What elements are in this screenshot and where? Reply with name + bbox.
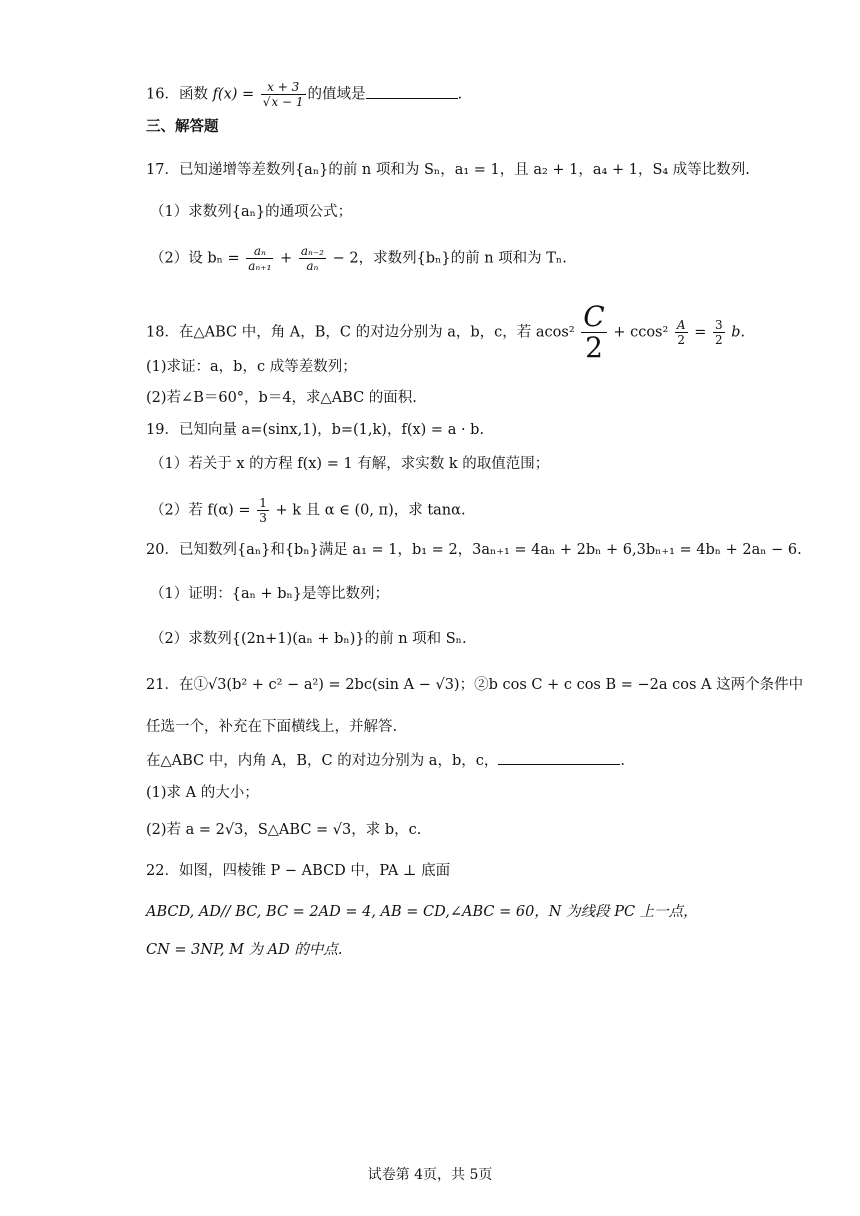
- q22-line-2: ABCD, AD// BC, BC = 2AD = 4, AB = CD,∠ABC = 60，N 为线段 PC 上一点，: [146, 904, 698, 920]
- question-16: [146, 80, 462, 109]
- q18-part-1: (1)求证：a，b，c 成等差数列；: [146, 359, 357, 375]
- page-footer: 试卷第 4页，共 5页: [367, 1167, 493, 1183]
- section-heading: 三、解答题: [146, 119, 219, 135]
- q18-equals: =: [694, 324, 707, 341]
- q16-number: 16．: [146, 86, 179, 103]
- q16-numerator: x + 3: [267, 80, 300, 94]
- q16-denominator: √x − 1: [262, 95, 304, 109]
- q20-part-1: （1）证明：{aₙ + bₙ}是等比数列；: [150, 586, 390, 602]
- q17-fraction-2: $\frac{\text{aₙ₋₂}}{\text{aₙ}}$: [300, 244, 324, 273]
- question-17: 17．已知递增等差数列{aₙ}的前 n 项和为 Sₙ，a₁ = 1，且 a₂ + 1，a₄ + 1，S₄ 成等比数列.: [146, 162, 750, 178]
- q19-part-2: [150, 496, 466, 525]
- q16-function: f(x) =: [212, 86, 255, 103]
- q16-text-1: 函数: [178, 86, 208, 103]
- q16-fraction: [261, 80, 306, 109]
- q17-plus: +: [280, 250, 293, 267]
- question-22: 22．如图，四棱锥 P − ABCD 中，PA ⊥ 底面: [146, 863, 451, 879]
- q16-text-2: 的值域是: [307, 86, 366, 103]
- q18-part-2: (2)若∠B＝60°，b＝4，求△ABC 的面积.: [146, 390, 417, 406]
- q16-text-3: .: [457, 86, 463, 103]
- q16-answer-blank: [366, 84, 458, 99]
- q22-line-3: CN = 3NP, M 为 AD 的中点.: [146, 942, 343, 958]
- q21-part-1: (1)求 A 的大小；: [146, 785, 259, 801]
- q21-line-3: [146, 750, 625, 771]
- q21-line-3-text: 在△ABC 中，内角 A，B，C 的对边分别为 a，b，c，: [146, 753, 499, 769]
- q18-c-fraction: $\frac{C}{2}$: [583, 300, 605, 364]
- q17-part-2: [150, 244, 567, 273]
- q21-line-3-end: .: [620, 753, 625, 769]
- q18-a-fraction: $\frac{A}{2}$: [676, 318, 686, 347]
- q21-part-2: (2)若 a = 2√3，S△ABC = √3，求 b，c.: [146, 822, 422, 838]
- question-20: 20．已知数列{aₙ}和{bₙ}满足 a₁ = 1，b₁ = 2，3aₙ₊₁ = 4aₙ + 2bₙ + 6,3bₙ₊₁ = 4bₙ + 2aₙ − 6.: [146, 542, 802, 558]
- q19-part-2-lead: （2）若 f(α) =: [150, 502, 251, 519]
- q18-r-fraction: $\frac{3}{2}$: [714, 318, 723, 347]
- q21-answer-blank: [498, 750, 620, 765]
- q17-part-2-tail: − 2，求数列{bₙ}的前 n 项和为 Tₙ.: [332, 250, 567, 267]
- q21-line-2: 任选一个，补充在下面横线上，并解答.: [146, 719, 398, 735]
- q17-part-2-lead: （2）设 bₙ =: [150, 250, 240, 267]
- q20-part-2: （2）求数列{(2n+1)(aₙ + bₙ)}的前 n 项和 Sₙ.: [150, 631, 467, 647]
- question-18: [146, 302, 745, 363]
- q17-fraction-1: $\frac{\text{aₙ}}{\text{aₙ₊₁}}$: [248, 244, 272, 273]
- q18-lead: 18．在△ABC 中，角 A，B，C 的对边分别为 a，b，c，若 acos²: [146, 324, 575, 341]
- q19-part-2-tail: + k 且 α ∈ (0, π)，求 tanα.: [275, 502, 466, 519]
- q18-mid: + ccos²: [613, 324, 669, 341]
- q17-part-1: （1）求数列{aₙ}的通项公式；: [150, 204, 353, 220]
- question-19: 19．已知向量 a=(sinx,1)，b=(1,k)，f(x) = a · b.: [146, 422, 485, 438]
- q19-part-1: （1）若关于 x 的方程 f(x) = 1 有解，求实数 k 的取值范围；: [150, 456, 550, 472]
- q18-tail: b.: [731, 324, 746, 341]
- question-21: 21．在①√3(b² + c² − a²) = 2bc(sin A − √3)；②b cos C + c cos B = −2a cos A 这两个条件中: [146, 677, 804, 693]
- q19-fraction: $\frac{1}{3}$: [259, 496, 267, 525]
